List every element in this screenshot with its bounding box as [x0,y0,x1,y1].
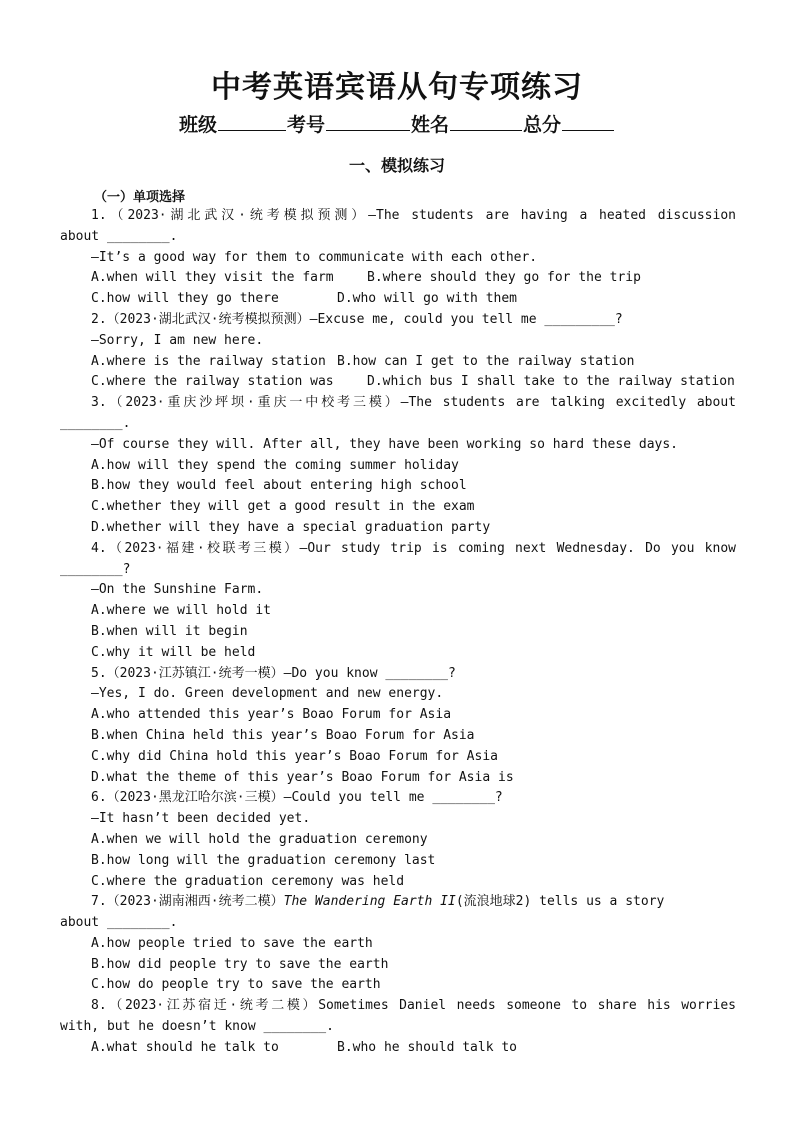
question-2-reply: —Sorry, I am new here. [91,332,264,348]
question-3-stem: 3.（2023·重庆沙坪坝·重庆一中校考三模）—The students are talking excitedly about [91,395,736,411]
question-1-stem: 1.（2023·湖北武汉·统考模拟预测）—The students are having a heated discussion [91,208,736,223]
question-1-options-cd [60,289,736,310]
score-label: 总分 [523,114,562,136]
option-c[interactable]: C.where the graduation ceremony was held [91,873,405,889]
option-b[interactable]: B.when China held this year’s Boao Forum for Asia [91,727,475,743]
option-c[interactable]: C.where the railway station was [91,374,334,390]
option-c[interactable]: C.how do people try to save the earth [91,977,381,993]
question-3-reply: —Of course they will. After all, they have been working so hard these days. [91,436,678,452]
option-a[interactable]: A.when we will hold the graduation ceremony [91,831,428,847]
student-info-line [0,110,794,137]
option-a[interactable]: A.who attended this year’s Boao Forum for Asia [91,707,452,723]
option-a[interactable]: A.where is the railway station [91,353,326,369]
question-7-stem [60,892,736,913]
number-blank[interactable] [326,114,410,131]
option-c[interactable]: C.why did China hold this year’s Boao Forum for Asia [91,748,498,764]
question-7-stem-rest: (流浪地球2) tells us a story [455,894,665,910]
question-1-reply: —It’s a good way for them to communicate with each other. [91,249,538,265]
option-b[interactable]: B.how did people try to save the earth [91,956,389,972]
question-1-stem-cont: about ________. [60,228,178,244]
option-b[interactable]: B.how long will the graduation ceremony last [91,852,436,868]
option-b[interactable]: B.where should they go for the trip [367,270,641,286]
number-label: 考号 [286,114,325,136]
question-8-stem: 8.（2023·江苏宿迁·统考二模）Sometimes Daniel needs someone to share his worries [91,998,736,1014]
subsection-heading: （一）单项选择 [94,190,186,205]
question-7-source: 7.（2023·湖南湘西·统考二模） [91,894,284,910]
option-c[interactable]: C.why it will be held [91,644,256,660]
option-b[interactable]: B.when will it begin [91,623,248,639]
question-3-stem-cont: ________. [60,415,131,431]
option-d[interactable]: D.whether will they have a special graduation party [91,519,491,535]
option-b[interactable]: B.who he should talk to [337,1039,518,1055]
option-c[interactable]: C.how will they go there [91,291,279,307]
page-title: 中考英语宾语从句专项练习 [211,70,583,105]
question-2-options-ab [60,352,736,373]
class-label: 班级 [178,114,217,136]
question-8-stem-cont: with, but he doesn’t know ________. [60,1019,334,1035]
question-6-stem: 6.（2023·黑龙江哈尔滨·三模）—Could you tell me ________? [91,790,503,806]
score-blank[interactable] [562,114,614,131]
question-list [60,206,736,1059]
question-4-reply: —On the Sunshine Farm. [91,582,264,598]
question-6-reply: —It hasn’t been decided yet. [91,811,311,827]
question-4-stem: 4.（2023·福建·校联考三模）—Our study trip is coming next Wednesday. Do you know [91,540,736,556]
question-2-options-cd [60,372,736,393]
film-title: The Wandering Earth II [283,894,456,910]
question-1-options-ab [60,268,736,289]
question-4-stem-cont: ________? [60,561,131,577]
question-7-stem-cont: about ________. [60,915,178,931]
option-a[interactable]: A.when will they visit the farm [91,270,334,286]
option-c[interactable]: C.whether they will get a good result in the exam [91,499,475,515]
section-heading: 一、模拟练习 [348,156,445,175]
question-5-reply: —Yes, I do. Green development and new energy. [91,686,444,702]
name-label: 姓名 [411,114,450,136]
option-a[interactable]: A.how will they spend the coming summer holiday [91,457,459,473]
option-d[interactable]: D.who will go with them [337,291,518,307]
option-d[interactable]: D.which bus I shall take to the railway station [367,374,735,390]
question-2-stem: 2.（2023·湖北武汉·统考模拟预测）—Excuse me, could you tell me _________? [91,311,623,327]
name-blank[interactable] [450,114,522,131]
option-a[interactable]: A.what should he talk to [91,1039,279,1055]
option-a[interactable]: A.how people tried to save the earth [91,935,373,951]
option-a[interactable]: A.where we will hold it [91,603,272,619]
question-8-options-ab [60,1038,736,1059]
option-b[interactable]: B.how they would feel about entering high school [91,478,467,494]
question-5-stem: 5.（2023·江苏镇江·统考一模）—Do you know ________? [91,665,456,681]
class-blank[interactable] [218,114,286,131]
option-d[interactable]: D.what the theme of this year’s Boao Forum for Asia is [91,769,514,785]
option-b[interactable]: B.how can I get to the railway station [337,353,635,369]
